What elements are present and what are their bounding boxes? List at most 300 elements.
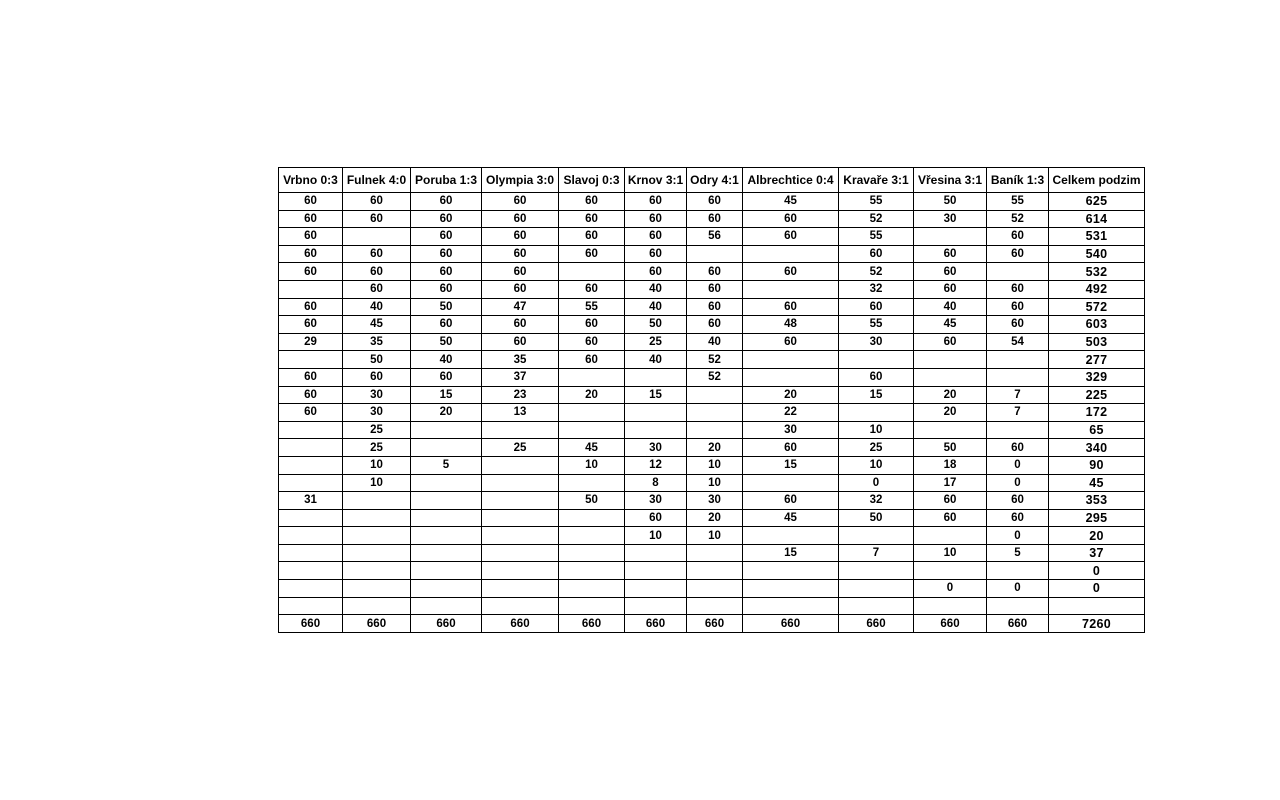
table-cell[interactable]: 0 xyxy=(987,527,1049,545)
table-cell[interactable]: 25 xyxy=(482,439,559,457)
table-cell[interactable]: 56 xyxy=(687,228,743,246)
table-cell[interactable] xyxy=(343,562,411,580)
table-cell[interactable]: 30 xyxy=(343,386,411,404)
header-cell[interactable]: Krnov 3:1 xyxy=(625,168,687,193)
table-cell[interactable]: 60 xyxy=(482,333,559,351)
table-cell[interactable]: 50 xyxy=(914,439,987,457)
table-cell[interactable]: 60 xyxy=(914,263,987,281)
table-cell[interactable] xyxy=(279,580,343,598)
table-cell[interactable] xyxy=(279,456,343,474)
table-cell[interactable]: 30 xyxy=(687,492,743,510)
table-cell[interactable]: 60 xyxy=(839,245,914,263)
table-cell[interactable] xyxy=(625,404,687,422)
total-cell[interactable] xyxy=(1049,597,1145,615)
table-cell[interactable] xyxy=(411,421,482,439)
table-cell[interactable] xyxy=(411,527,482,545)
table-cell[interactable]: 60 xyxy=(743,210,839,228)
table-cell[interactable]: 10 xyxy=(343,456,411,474)
table-cell[interactable] xyxy=(687,562,743,580)
table-cell[interactable]: 60 xyxy=(743,333,839,351)
table-cell[interactable]: 60 xyxy=(559,210,625,228)
total-cell[interactable]: 329 xyxy=(1049,368,1145,386)
table-cell[interactable]: 5 xyxy=(987,544,1049,562)
total-cell[interactable]: 531 xyxy=(1049,228,1145,246)
column-total-cell[interactable]: 660 xyxy=(914,615,987,633)
table-cell[interactable]: 60 xyxy=(411,210,482,228)
table-cell[interactable] xyxy=(914,562,987,580)
table-cell[interactable]: 60 xyxy=(987,245,1049,263)
table-cell[interactable]: 60 xyxy=(482,280,559,298)
table-cell[interactable] xyxy=(743,527,839,545)
table-cell[interactable] xyxy=(559,597,625,615)
column-total-cell[interactable]: 660 xyxy=(411,615,482,633)
table-cell[interactable] xyxy=(343,580,411,598)
table-cell[interactable]: 45 xyxy=(914,316,987,334)
table-cell[interactable] xyxy=(559,474,625,492)
table-cell[interactable] xyxy=(743,474,839,492)
table-cell[interactable]: 50 xyxy=(839,509,914,527)
table-cell[interactable]: 60 xyxy=(743,263,839,281)
table-cell[interactable] xyxy=(559,404,625,422)
table-cell[interactable]: 20 xyxy=(914,386,987,404)
table-cell[interactable]: 45 xyxy=(343,316,411,334)
table-cell[interactable]: 10 xyxy=(839,421,914,439)
table-cell[interactable]: 20 xyxy=(687,509,743,527)
table-cell[interactable]: 60 xyxy=(343,368,411,386)
column-total-cell[interactable]: 660 xyxy=(625,615,687,633)
table-cell[interactable]: 12 xyxy=(625,456,687,474)
header-cell[interactable]: Baník 1:3 xyxy=(987,168,1049,193)
table-cell[interactable] xyxy=(279,474,343,492)
table-cell[interactable]: 40 xyxy=(343,298,411,316)
table-cell[interactable]: 10 xyxy=(914,544,987,562)
table-cell[interactable]: 60 xyxy=(687,316,743,334)
table-cell[interactable] xyxy=(482,597,559,615)
table-cell[interactable]: 23 xyxy=(482,386,559,404)
table-cell[interactable]: 52 xyxy=(839,210,914,228)
column-total-cell[interactable]: 660 xyxy=(839,615,914,633)
table-cell[interactable]: 30 xyxy=(343,404,411,422)
table-cell[interactable]: 40 xyxy=(687,333,743,351)
table-cell[interactable] xyxy=(743,351,839,369)
table-cell[interactable]: 60 xyxy=(411,228,482,246)
total-cell[interactable]: 37 xyxy=(1049,544,1145,562)
table-cell[interactable]: 20 xyxy=(411,404,482,422)
table-cell[interactable]: 60 xyxy=(743,439,839,457)
table-cell[interactable] xyxy=(279,421,343,439)
table-cell[interactable] xyxy=(482,421,559,439)
table-cell[interactable]: 60 xyxy=(987,298,1049,316)
table-cell[interactable]: 50 xyxy=(559,492,625,510)
table-cell[interactable] xyxy=(914,527,987,545)
table-cell[interactable]: 35 xyxy=(482,351,559,369)
table-cell[interactable] xyxy=(687,404,743,422)
table-cell[interactable]: 30 xyxy=(625,492,687,510)
table-cell[interactable] xyxy=(482,492,559,510)
table-cell[interactable]: 60 xyxy=(559,193,625,211)
table-cell[interactable] xyxy=(279,544,343,562)
table-cell[interactable]: 45 xyxy=(743,509,839,527)
table-cell[interactable] xyxy=(482,509,559,527)
table-cell[interactable] xyxy=(559,421,625,439)
table-cell[interactable]: 60 xyxy=(625,263,687,281)
table-cell[interactable] xyxy=(743,245,839,263)
table-cell[interactable]: 0 xyxy=(839,474,914,492)
table-cell[interactable]: 20 xyxy=(743,386,839,404)
table-cell[interactable]: 29 xyxy=(279,333,343,351)
table-cell[interactable]: 50 xyxy=(625,316,687,334)
table-cell[interactable]: 60 xyxy=(914,245,987,263)
table-cell[interactable]: 52 xyxy=(839,263,914,281)
table-cell[interactable]: 20 xyxy=(687,439,743,457)
table-cell[interactable]: 60 xyxy=(279,245,343,263)
table-cell[interactable]: 60 xyxy=(343,280,411,298)
table-cell[interactable]: 25 xyxy=(625,333,687,351)
table-cell[interactable]: 60 xyxy=(625,228,687,246)
table-cell[interactable]: 50 xyxy=(343,351,411,369)
total-cell[interactable]: 532 xyxy=(1049,263,1145,281)
total-cell[interactable]: 540 xyxy=(1049,245,1145,263)
table-cell[interactable]: 60 xyxy=(687,193,743,211)
table-cell[interactable] xyxy=(482,544,559,562)
table-cell[interactable] xyxy=(559,263,625,281)
table-cell[interactable] xyxy=(743,280,839,298)
table-cell[interactable]: 40 xyxy=(914,298,987,316)
table-cell[interactable]: 60 xyxy=(743,298,839,316)
table-cell[interactable]: 15 xyxy=(743,456,839,474)
table-cell[interactable] xyxy=(279,280,343,298)
table-cell[interactable]: 60 xyxy=(279,316,343,334)
table-cell[interactable]: 10 xyxy=(687,456,743,474)
table-cell[interactable]: 8 xyxy=(625,474,687,492)
table-cell[interactable]: 25 xyxy=(343,439,411,457)
table-cell[interactable]: 60 xyxy=(625,193,687,211)
table-cell[interactable] xyxy=(987,368,1049,386)
table-cell[interactable]: 48 xyxy=(743,316,839,334)
table-cell[interactable]: 60 xyxy=(743,228,839,246)
table-cell[interactable] xyxy=(914,421,987,439)
table-cell[interactable]: 60 xyxy=(482,263,559,281)
column-total-cell[interactable]: 660 xyxy=(987,615,1049,633)
table-cell[interactable] xyxy=(411,474,482,492)
table-cell[interactable]: 60 xyxy=(279,368,343,386)
table-cell[interactable] xyxy=(411,509,482,527)
table-cell[interactable] xyxy=(914,351,987,369)
table-cell[interactable]: 25 xyxy=(343,421,411,439)
total-cell[interactable]: 277 xyxy=(1049,351,1145,369)
table-cell[interactable]: 60 xyxy=(559,228,625,246)
table-cell[interactable]: 45 xyxy=(559,439,625,457)
table-cell[interactable] xyxy=(987,562,1049,580)
table-cell[interactable]: 60 xyxy=(559,351,625,369)
total-cell[interactable]: 45 xyxy=(1049,474,1145,492)
table-cell[interactable]: 60 xyxy=(279,263,343,281)
table-cell[interactable]: 50 xyxy=(411,298,482,316)
table-cell[interactable]: 15 xyxy=(839,386,914,404)
total-cell[interactable]: 572 xyxy=(1049,298,1145,316)
table-cell[interactable]: 60 xyxy=(411,316,482,334)
table-cell[interactable]: 60 xyxy=(625,509,687,527)
table-cell[interactable]: 60 xyxy=(279,228,343,246)
table-cell[interactable] xyxy=(625,580,687,598)
table-cell[interactable] xyxy=(559,544,625,562)
column-total-cell[interactable]: 660 xyxy=(687,615,743,633)
table-cell[interactable] xyxy=(987,597,1049,615)
total-cell[interactable]: 503 xyxy=(1049,333,1145,351)
table-cell[interactable]: 55 xyxy=(839,193,914,211)
total-cell[interactable]: 20 xyxy=(1049,527,1145,545)
table-cell[interactable] xyxy=(279,562,343,580)
table-cell[interactable] xyxy=(687,597,743,615)
table-cell[interactable]: 55 xyxy=(839,228,914,246)
total-cell[interactable]: 603 xyxy=(1049,316,1145,334)
table-cell[interactable]: 60 xyxy=(411,280,482,298)
table-cell[interactable]: 0 xyxy=(987,456,1049,474)
table-cell[interactable]: 60 xyxy=(987,280,1049,298)
table-cell[interactable] xyxy=(687,580,743,598)
table-cell[interactable]: 0 xyxy=(914,580,987,598)
table-cell[interactable] xyxy=(411,544,482,562)
table-cell[interactable] xyxy=(279,439,343,457)
table-cell[interactable] xyxy=(987,421,1049,439)
table-cell[interactable]: 52 xyxy=(687,351,743,369)
table-cell[interactable]: 60 xyxy=(279,386,343,404)
table-cell[interactable]: 60 xyxy=(914,509,987,527)
table-cell[interactable]: 60 xyxy=(343,263,411,281)
table-cell[interactable]: 60 xyxy=(482,228,559,246)
table-cell[interactable]: 15 xyxy=(625,386,687,404)
table-cell[interactable]: 60 xyxy=(839,368,914,386)
table-cell[interactable]: 60 xyxy=(987,439,1049,457)
table-cell[interactable]: 60 xyxy=(687,263,743,281)
header-cell[interactable]: Slavoj 0:3 xyxy=(559,168,625,193)
table-cell[interactable] xyxy=(839,580,914,598)
table-cell[interactable]: 60 xyxy=(987,228,1049,246)
total-cell[interactable]: 225 xyxy=(1049,386,1145,404)
table-cell[interactable]: 60 xyxy=(482,245,559,263)
total-cell[interactable]: 340 xyxy=(1049,439,1145,457)
header-cell[interactable]: Poruba 1:3 xyxy=(411,168,482,193)
table-cell[interactable]: 30 xyxy=(914,210,987,228)
header-cell[interactable]: Olympia 3:0 xyxy=(482,168,559,193)
header-cell[interactable]: Kravaře 3:1 xyxy=(839,168,914,193)
table-cell[interactable] xyxy=(559,527,625,545)
table-cell[interactable] xyxy=(343,509,411,527)
table-cell[interactable]: 60 xyxy=(987,316,1049,334)
table-cell[interactable]: 60 xyxy=(482,316,559,334)
table-cell[interactable]: 52 xyxy=(687,368,743,386)
table-cell[interactable]: 10 xyxy=(839,456,914,474)
table-cell[interactable]: 30 xyxy=(743,421,839,439)
table-cell[interactable]: 5 xyxy=(411,456,482,474)
table-cell[interactable]: 10 xyxy=(625,527,687,545)
table-cell[interactable]: 32 xyxy=(839,280,914,298)
table-cell[interactable]: 10 xyxy=(687,474,743,492)
table-cell[interactable] xyxy=(743,562,839,580)
table-cell[interactable]: 60 xyxy=(411,263,482,281)
table-cell[interactable]: 55 xyxy=(839,316,914,334)
total-cell[interactable]: 65 xyxy=(1049,421,1145,439)
table-cell[interactable] xyxy=(411,439,482,457)
table-cell[interactable]: 60 xyxy=(914,280,987,298)
table-cell[interactable]: 13 xyxy=(482,404,559,422)
table-cell[interactable] xyxy=(343,544,411,562)
table-cell[interactable]: 40 xyxy=(625,351,687,369)
table-cell[interactable]: 18 xyxy=(914,456,987,474)
table-cell[interactable] xyxy=(839,562,914,580)
table-cell[interactable]: 60 xyxy=(987,492,1049,510)
table-cell[interactable]: 22 xyxy=(743,404,839,422)
table-cell[interactable] xyxy=(343,597,411,615)
table-cell[interactable]: 40 xyxy=(625,298,687,316)
table-cell[interactable]: 60 xyxy=(625,210,687,228)
table-cell[interactable]: 7 xyxy=(839,544,914,562)
table-cell[interactable] xyxy=(914,368,987,386)
table-cell[interactable]: 60 xyxy=(482,193,559,211)
table-cell[interactable]: 60 xyxy=(279,193,343,211)
table-cell[interactable]: 32 xyxy=(839,492,914,510)
column-total-cell[interactable]: 660 xyxy=(279,615,343,633)
table-cell[interactable]: 55 xyxy=(559,298,625,316)
table-cell[interactable] xyxy=(482,580,559,598)
table-cell[interactable] xyxy=(625,597,687,615)
table-cell[interactable]: 30 xyxy=(839,333,914,351)
table-cell[interactable] xyxy=(482,456,559,474)
table-cell[interactable]: 60 xyxy=(279,404,343,422)
total-cell[interactable]: 625 xyxy=(1049,193,1145,211)
table-cell[interactable]: 20 xyxy=(914,404,987,422)
table-cell[interactable]: 60 xyxy=(559,280,625,298)
table-cell[interactable] xyxy=(343,527,411,545)
table-cell[interactable]: 7 xyxy=(987,386,1049,404)
table-cell[interactable] xyxy=(625,368,687,386)
total-cell[interactable]: 90 xyxy=(1049,456,1145,474)
table-cell[interactable]: 60 xyxy=(987,509,1049,527)
grand-total-cell[interactable]: 7260 xyxy=(1049,615,1145,633)
table-cell[interactable]: 45 xyxy=(743,193,839,211)
table-cell[interactable] xyxy=(987,351,1049,369)
table-cell[interactable]: 60 xyxy=(839,298,914,316)
table-cell[interactable]: 37 xyxy=(482,368,559,386)
table-cell[interactable]: 60 xyxy=(687,210,743,228)
table-cell[interactable]: 60 xyxy=(411,245,482,263)
table-cell[interactable] xyxy=(743,580,839,598)
table-cell[interactable]: 7 xyxy=(987,404,1049,422)
total-cell[interactable]: 295 xyxy=(1049,509,1145,527)
table-cell[interactable]: 0 xyxy=(987,474,1049,492)
table-cell[interactable] xyxy=(559,509,625,527)
table-cell[interactable] xyxy=(687,245,743,263)
table-cell[interactable]: 54 xyxy=(987,333,1049,351)
table-cell[interactable] xyxy=(411,597,482,615)
table-cell[interactable]: 50 xyxy=(914,193,987,211)
table-cell[interactable]: 52 xyxy=(987,210,1049,228)
table-cell[interactable] xyxy=(411,492,482,510)
table-cell[interactable] xyxy=(279,527,343,545)
table-cell[interactable]: 60 xyxy=(411,193,482,211)
total-cell[interactable]: 0 xyxy=(1049,580,1145,598)
table-cell[interactable]: 60 xyxy=(559,333,625,351)
total-cell[interactable]: 614 xyxy=(1049,210,1145,228)
table-cell[interactable] xyxy=(743,597,839,615)
table-cell[interactable]: 35 xyxy=(343,333,411,351)
header-cell[interactable]: Fulnek 4:0 xyxy=(343,168,411,193)
total-cell[interactable]: 172 xyxy=(1049,404,1145,422)
table-cell[interactable]: 60 xyxy=(482,210,559,228)
table-cell[interactable] xyxy=(411,580,482,598)
table-cell[interactable] xyxy=(559,580,625,598)
table-cell[interactable] xyxy=(625,562,687,580)
table-cell[interactable]: 15 xyxy=(411,386,482,404)
table-cell[interactable]: 10 xyxy=(343,474,411,492)
total-cell[interactable]: 0 xyxy=(1049,562,1145,580)
table-cell[interactable] xyxy=(279,597,343,615)
table-cell[interactable] xyxy=(839,404,914,422)
table-cell[interactable]: 60 xyxy=(343,193,411,211)
header-cell[interactable]: Odry 4:1 xyxy=(687,168,743,193)
table-cell[interactable] xyxy=(743,368,839,386)
table-cell[interactable] xyxy=(987,263,1049,281)
table-cell[interactable]: 60 xyxy=(914,492,987,510)
column-total-cell[interactable]: 660 xyxy=(343,615,411,633)
total-cell[interactable]: 353 xyxy=(1049,492,1145,510)
table-cell[interactable] xyxy=(279,509,343,527)
table-cell[interactable]: 30 xyxy=(625,439,687,457)
table-cell[interactable]: 20 xyxy=(559,386,625,404)
table-cell[interactable]: 60 xyxy=(687,280,743,298)
header-cell[interactable]: Albrechtice 0:4 xyxy=(743,168,839,193)
table-cell[interactable] xyxy=(839,527,914,545)
table-cell[interactable] xyxy=(914,228,987,246)
table-cell[interactable] xyxy=(687,386,743,404)
table-cell[interactable]: 60 xyxy=(279,210,343,228)
table-cell[interactable] xyxy=(687,544,743,562)
table-cell[interactable] xyxy=(839,597,914,615)
table-cell[interactable] xyxy=(279,351,343,369)
table-cell[interactable] xyxy=(411,562,482,580)
table-cell[interactable]: 60 xyxy=(625,245,687,263)
table-cell[interactable] xyxy=(687,421,743,439)
table-cell[interactable]: 60 xyxy=(559,316,625,334)
table-cell[interactable]: 60 xyxy=(411,368,482,386)
table-cell[interactable]: 50 xyxy=(411,333,482,351)
table-cell[interactable]: 60 xyxy=(914,333,987,351)
table-cell[interactable]: 40 xyxy=(411,351,482,369)
table-cell[interactable] xyxy=(343,228,411,246)
table-cell[interactable] xyxy=(559,562,625,580)
table-cell[interactable]: 10 xyxy=(687,527,743,545)
header-cell[interactable]: Vřesina 3:1 xyxy=(914,168,987,193)
table-cell[interactable] xyxy=(625,421,687,439)
header-cell[interactable]: Vrbno 0:3 xyxy=(279,168,343,193)
column-total-cell[interactable]: 660 xyxy=(559,615,625,633)
table-cell[interactable]: 10 xyxy=(559,456,625,474)
table-cell[interactable]: 31 xyxy=(279,492,343,510)
table-cell[interactable]: 60 xyxy=(279,298,343,316)
table-cell[interactable] xyxy=(482,562,559,580)
table-cell[interactable]: 0 xyxy=(987,580,1049,598)
table-cell[interactable]: 60 xyxy=(687,298,743,316)
table-cell[interactable]: 60 xyxy=(743,492,839,510)
table-cell[interactable] xyxy=(559,368,625,386)
table-cell[interactable]: 25 xyxy=(839,439,914,457)
header-cell[interactable]: Celkem podzim xyxy=(1049,168,1145,193)
table-cell[interactable]: 17 xyxy=(914,474,987,492)
table-cell[interactable] xyxy=(482,527,559,545)
table-cell[interactable]: 55 xyxy=(987,193,1049,211)
table-cell[interactable] xyxy=(482,474,559,492)
table-cell[interactable]: 47 xyxy=(482,298,559,316)
